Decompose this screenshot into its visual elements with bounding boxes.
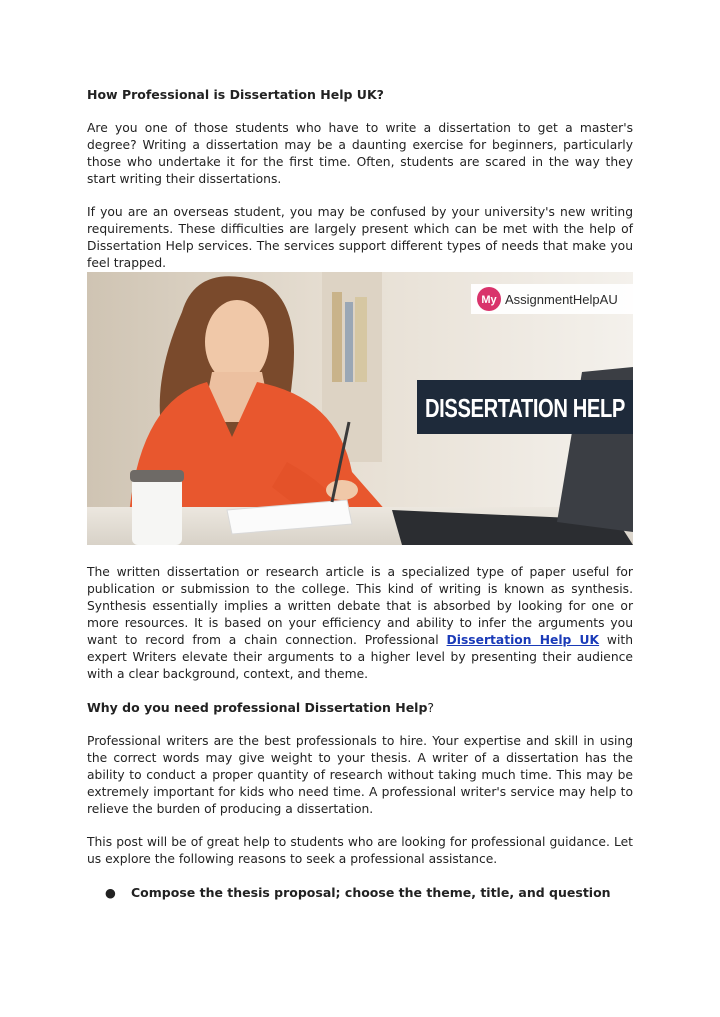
paragraph-synthesis <box>87 564 633 683</box>
paragraph-synthesis-start: The written dissertation or research article is a specialized type of paper useful for publication or submission to the college. This kind of writing is known as synthesis. Synthesis essentially implies a written debate that is absorbed by looking for one or more resources. It is based on your efficiency and ability to infer the arguments you want to record from a chain connection. Professional <box>87 565 633 647</box>
banner-text: DISSERTATION HELP <box>425 393 626 423</box>
section-heading-mark: ? <box>427 700 435 715</box>
paragraph-intro: Are you one of those students who have to write a dissertation to get a master's degree? Writing a dissertation may be a daunting exercise for beginners, particularly those who undertake it for the first time. Often, students are scared in the way they start writing their dissertations. <box>87 121 633 186</box>
section-heading <box>87 699 434 716</box>
list-item-text: Compose the thesis proposal; choose the theme, title, and question <box>131 885 611 900</box>
logo-my-text: My <box>481 294 497 306</box>
paragraph-overseas: If you are an overseas student, you may be confused by your university's new writing requirements. These difficulties are largely present which can be met with the help of Dissertation Help services. The services support different types of needs that make you feel trapped. <box>87 205 633 270</box>
paragraph-synthesis-end: with expert Writers elevate their arguments to a higher level by presenting their audience with a clear background, context, and theme. <box>87 633 634 681</box>
paragraph-reasons: This post will be of great help to students who are looking for professional guidance. Let us explore the following reasons to seek a professional assistance. <box>87 835 633 866</box>
dissertation-help-uk-link[interactable]: Dissertation Help UK <box>446 633 600 647</box>
page-title: How Professional is Dissertation Help UK? <box>87 87 384 102</box>
paragraph-writers: Professional writers are the best professionals to hire. Your expertise and skill in using the correct words may give weight to your thesis. A writer of a dissertation has the ability to conduct a proper quantity of research without taking much time. This may be extremely important for kids who need time. A professional writer's service may help to relieve the burden of producing a dissertation. <box>87 734 633 816</box>
hero-image <box>87 272 633 545</box>
logo-text: AssignmentHelpAU <box>505 292 618 307</box>
bullet-marker: ● <box>105 885 116 900</box>
section-heading-text: Why do you need professional Dissertation Help <box>87 700 428 715</box>
